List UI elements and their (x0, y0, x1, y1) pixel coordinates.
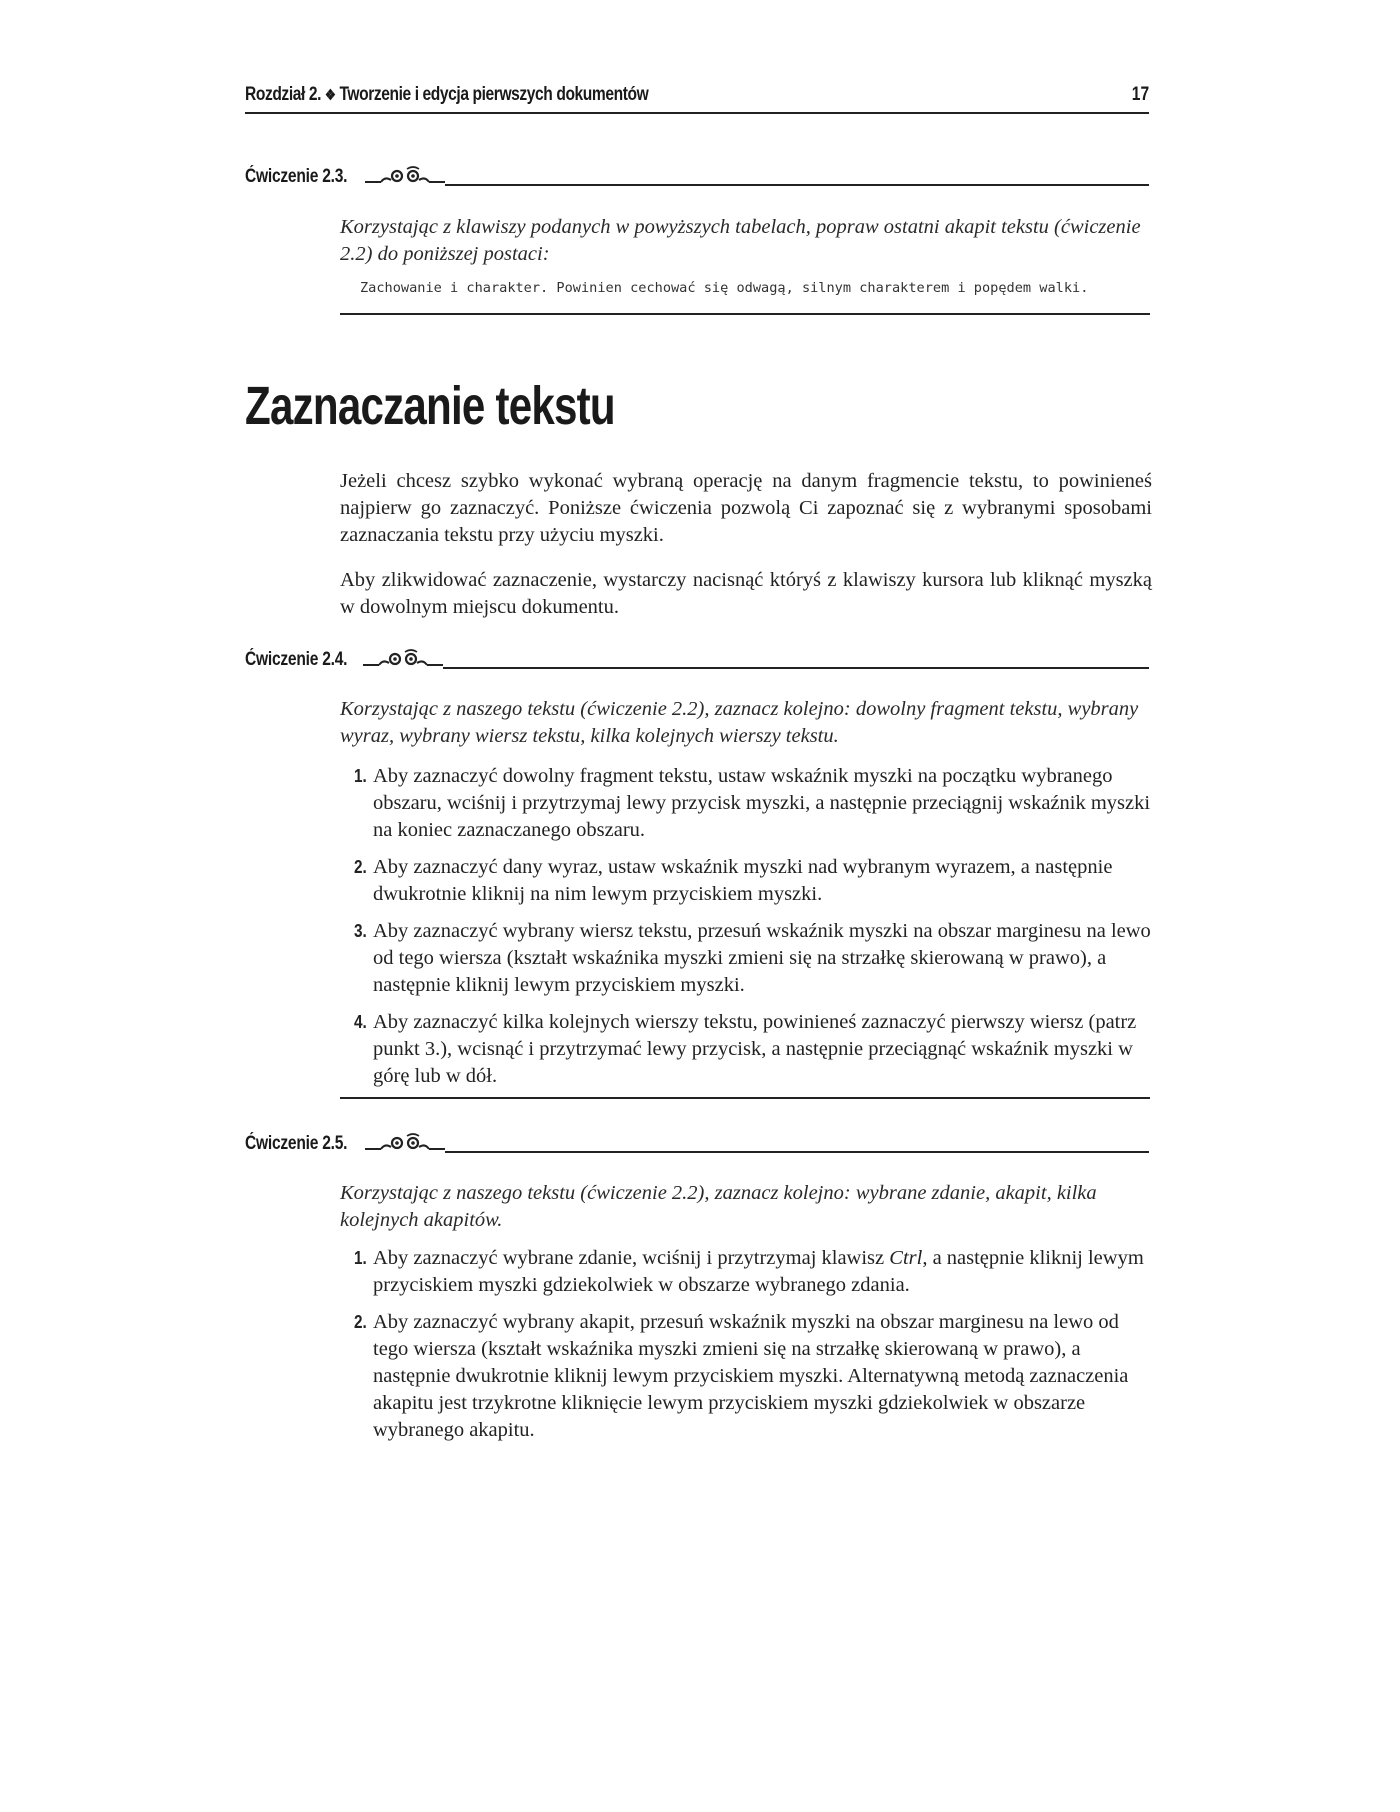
running-header (245, 84, 1149, 114)
chapter-name: Tworzenie i edycja pierwszych dokumentów (339, 84, 649, 105)
step-text: Aby zaznaczyć wybrane zdanie, wciśnij i przytrzymaj klawisz (373, 1247, 890, 1269)
step-number: 1. (354, 1248, 367, 1268)
ornament-icon (361, 648, 445, 670)
exercise-2-4-steps (340, 763, 1152, 1100)
exercise-2-5-steps (340, 1245, 1152, 1454)
step-text: , a następnie kliknij lewym przyciskiem myszki gdziekolwiek w obszarze wybranego zdania. (373, 1247, 1144, 1296)
exercise-2-3-header (245, 162, 1149, 188)
step-text: Aby zaznaczyć dowolny fragment tekstu, ustaw wskaźnik myszki na początku wybranego obszaru, wciśnij i przytrzymaj lewy przycisk myszki, a następnie przeciągnij wskaźnik myszki na koniec zaznaczanego obszaru. (373, 765, 1151, 841)
chapter-title (245, 84, 648, 106)
step-number: 1. (354, 766, 367, 786)
section-title: Zaznaczanie tekstu (245, 376, 615, 436)
exercise-label: Ćwiczenie 2.3. (245, 166, 348, 187)
ornament-icon (363, 1132, 447, 1154)
list-item (340, 1309, 1152, 1444)
exercise-end-rule (340, 1097, 1150, 1099)
sample-text: Zachowanie i charakter. Powinien cechować się odwagą, silnym charakterem i popędem walki. (360, 280, 1089, 296)
step-text: Aby zaznaczyć wybrany akapit, przesuń wskaźnik myszki na obszar marginesu na lewo od tego wiersza (kształt wskaźnika myszki zmieni się na strzałkę skierowaną w prawo), a następnie dwukrotnie kliknij lewym przyciskiem myszki. Alternatywną metodą zaznaczenia akapitu jest trzykrotne kliknięcie lewym przyciskiem myszki gdziekolwiek w obszarze wybranego akapitu. (373, 1311, 1129, 1441)
section-paragraph: Aby zlikwidować zaznaczenie, wystarczy nacisnąć któryś z klawiszy kursora lub kliknąć myszką w dowolnym miejscu dokumentu. (340, 569, 1152, 618)
list-item (340, 763, 1152, 844)
diamond-icon: ❖ (324, 87, 336, 104)
step-number: 2. (354, 1312, 367, 1332)
step-text: Aby zaznaczyć wybrany wiersz tekstu, przesuń wskaźnik myszki na obszar marginesu na lewo od tego wiersza (kształt wskaźnika myszki zmieni się na strzałkę skierowaną w prawo), a następnie kliknij lewym przyciskiem myszki. (373, 920, 1151, 996)
exercise-2-5-header (245, 1129, 1149, 1155)
list-item (340, 854, 1152, 908)
exercise-label: Ćwiczenie 2.4. (245, 649, 348, 670)
key-name: Ctrl (889, 1247, 923, 1269)
exercise-rule (445, 1151, 1149, 1153)
list-item (340, 1245, 1152, 1299)
step-number: 4. (354, 1012, 367, 1032)
chapter-number: Rozdział 2. (245, 84, 322, 105)
exercise-2-4-header (245, 645, 1149, 671)
step-number: 2. (354, 857, 367, 877)
exercise-task: Korzystając z naszego tekstu (ćwiczenie 2.2), zaznacz kolejno: dowolny fragment tekstu, wybrany wyraz, wybrany wiersz tekstu, kilka kolejnych wierszy tekstu. (340, 698, 1139, 747)
exercise-end-rule (340, 313, 1150, 315)
list-item (340, 1009, 1152, 1090)
ornament-icon (363, 165, 447, 187)
step-number: 3. (354, 921, 367, 941)
exercise-rule (445, 184, 1149, 186)
exercise-task: Korzystając z naszego tekstu (ćwiczenie 2.2), zaznacz kolejno: wybrane zdanie, akapit, kilka kolejnych akapitów. (340, 1182, 1097, 1231)
exercise-task: Korzystając z klawiszy podanych w powyższych tabelach, popraw ostatni akapit tekstu (ćwiczenie 2.2) do poniższej postaci: (340, 216, 1141, 265)
section-paragraph: Jeżeli chcesz szybko wykonać wybraną operację na danym fragmencie tekstu, to powinieneś najpierw go zaznaczyć. Poniższe ćwiczenia pozwolą Ci zapoznać się z wybranymi sposobami zaznaczania tekstu przy użyciu myszki. (340, 470, 1152, 546)
step-text: Aby zaznaczyć kilka kolejnych wierszy tekstu, powinieneś zaznaczyć pierwszy wiersz (patrz punkt 3.), wcisnąć i przytrzymać lewy przycisk, a następnie przeciągnąć wskaźnik myszki w górę lub w dół. (373, 1011, 1137, 1087)
step-text: Aby zaznaczyć dany wyraz, ustaw wskaźnik myszki nad wybranym wyrazem, a następnie dwukrotnie kliknij na nim lewym przyciskiem myszki. (373, 856, 1113, 905)
list-item (340, 918, 1152, 999)
page-number: 17 (1131, 84, 1149, 105)
exercise-rule (443, 667, 1149, 669)
exercise-label: Ćwiczenie 2.5. (245, 1133, 348, 1154)
